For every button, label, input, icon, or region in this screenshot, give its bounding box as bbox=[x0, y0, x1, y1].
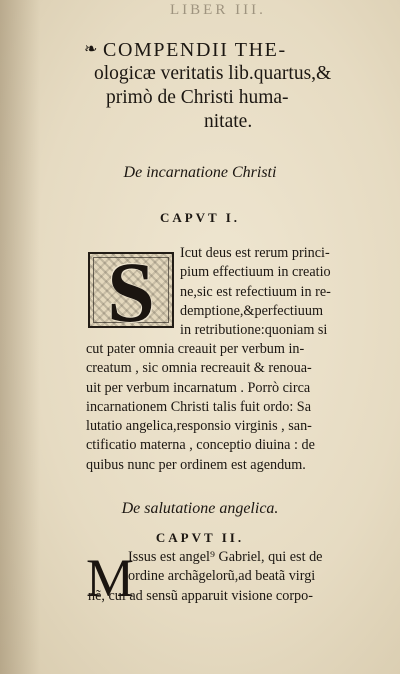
text-line: incarnationem Christi talis fuit ordo: Sa bbox=[86, 398, 311, 415]
text-beside-initial bbox=[180, 244, 331, 340]
text-line: ne,sic est refectiuum in re- bbox=[180, 283, 331, 300]
running-head: LIBER III. bbox=[170, 2, 266, 18]
text-line: Issus est angel⁹ Gabriel, qui est de bbox=[128, 549, 323, 565]
text-line: demptione,&perfectiuum bbox=[180, 302, 324, 319]
text-line: Icut deus est rerum princi- bbox=[180, 245, 330, 261]
fleuron-icon: ❧ bbox=[84, 41, 100, 58]
caput-2-heading: CAPVT II. bbox=[155, 530, 245, 545]
text-line: nẽ, cui ad sensũ apparuit visione corpo- bbox=[88, 588, 313, 604]
text-full-width-2 bbox=[88, 587, 313, 606]
text-line: uit per verbum incarnatum . Porrò circa bbox=[86, 379, 311, 396]
text-line: in retributione:quoniam si bbox=[180, 322, 328, 339]
title-line-1: ❧ COMPENDII THE- bbox=[84, 39, 287, 61]
text-full-width bbox=[86, 340, 315, 475]
title-line-4: nitate. bbox=[204, 111, 253, 132]
text-line: ordine archãgelorũ,ad beatã virgi bbox=[128, 568, 316, 585]
title-line-2: ologicæ veritatis lib.quartus,& bbox=[94, 63, 332, 84]
text-line: quibus nunc per ordinem est agendum. bbox=[86, 456, 306, 473]
text-line: pium effectiuum in creatio bbox=[180, 264, 331, 281]
title-line-3: primò de Christi huma- bbox=[106, 87, 289, 108]
gutter-shadow bbox=[0, 0, 40, 674]
text-line: lutatio angelica,responsio virginis , san- bbox=[86, 418, 312, 435]
section-heading-salutation: De salutatione angelica. bbox=[121, 500, 279, 517]
section-heading-incarnation: De incarnatione Christi bbox=[123, 164, 277, 181]
initial-M: M bbox=[86, 548, 135, 608]
text-line: ctificatio materna , conceptio diuina : de bbox=[86, 437, 315, 454]
text-line: creatum , sic omnia recreauit & renoua- bbox=[86, 360, 312, 377]
text-line: cut pater omnia creauit per verbum in- bbox=[86, 341, 305, 357]
caput-1-heading: CAPVT I. bbox=[159, 210, 241, 225]
decorated-initial bbox=[88, 252, 174, 328]
chapter-title bbox=[84, 38, 384, 134]
text-beside-M bbox=[128, 548, 322, 587]
initial-letter: S bbox=[107, 252, 155, 328]
